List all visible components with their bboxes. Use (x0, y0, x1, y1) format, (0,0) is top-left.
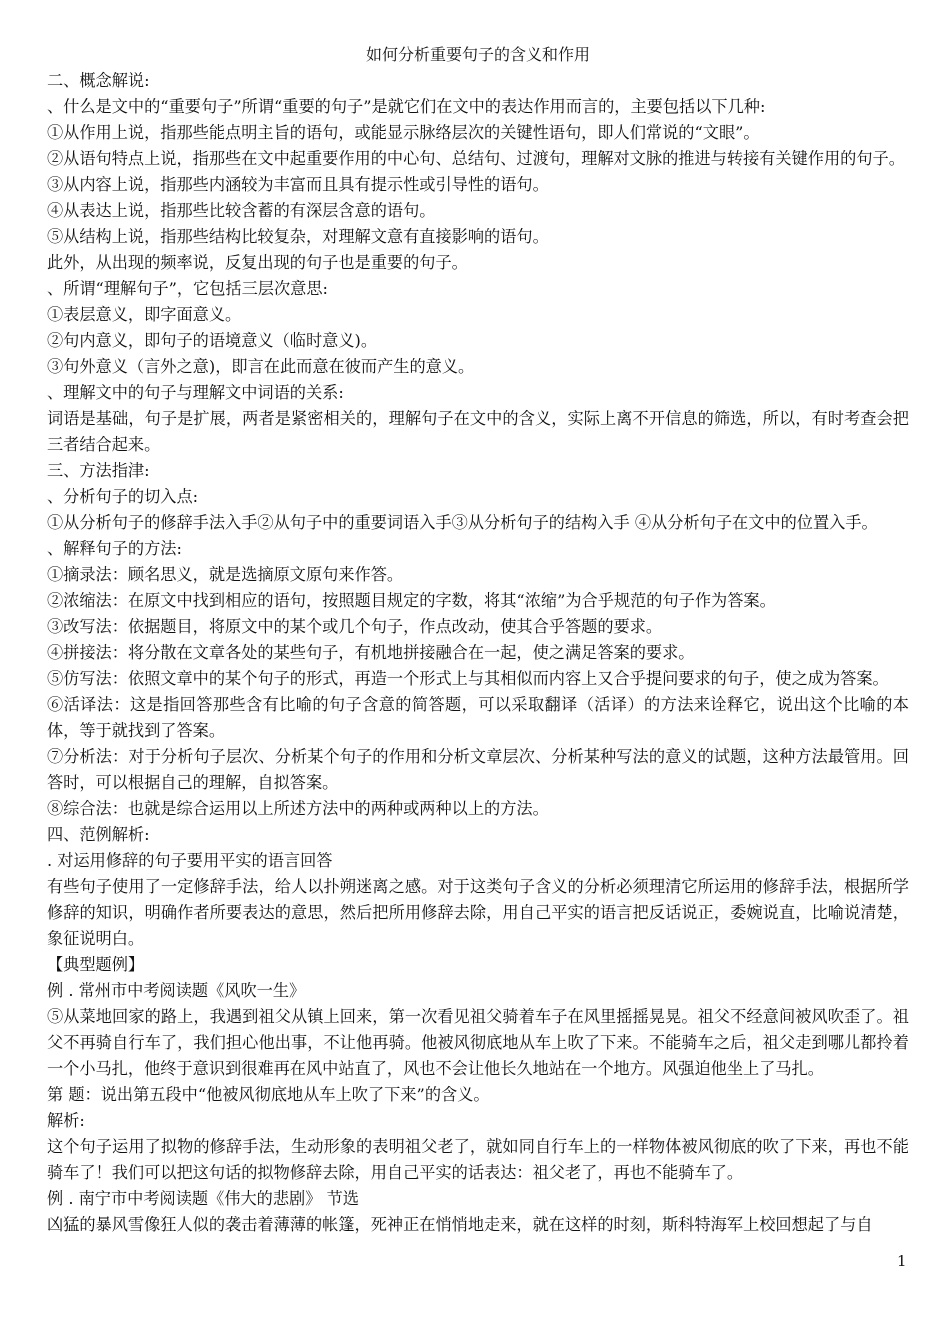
text-line: 三、方法指津: (47, 461, 150, 480)
text-line: ⑤从结构上说，指那些结构比较复杂，对理解文意有直接影响的语句。 (47, 227, 549, 246)
text-line: 此外，从出现的频率说，反复出现的句子也是重要的句子。 (47, 253, 468, 272)
text-line: 、解释句子的方法: (47, 539, 182, 558)
text-line: 有些句子使用了一定修辞手法，给人以扑朔迷离之感。对于这类句子含义的分析必须理清它所运用的修辞手法，根据所学修辞的知识，明确作者所要表达的意思，然后把所用修辞去除，用自己平实的语言把反话说正，委婉说直，比喻说清楚，象征说明白。 (47, 877, 909, 948)
text-line: ⑤仿写法：依照文章中的某个句子的形式，再造一个形式上与其相似而内容上又合乎提问要求的句子，使之成为答案。 (47, 669, 889, 688)
text-line: ⑤从菜地回家的路上，我遇到祖父从镇上回来，第一次看见祖父骑着车子在风里摇摇晃晃。祖父不经意间被风吹歪了。祖父不再骑自行车了，我们担心他出事，不让他再骑。他被风彻底地从车上吹了下来。不能骑车之后，祖父走到哪儿都拎着一个小马扎，他终于意识到很难再在风中站直了，风也不会让他长久地站在一个地方。风强迫他坐上了马扎。 (47, 1007, 909, 1078)
document-body (47, 42, 909, 1238)
text-line: ⑥活译法：这是指回答那些含有比喻的句子含意的简答题，可以采取翻译（活译）的方法来诠释它，说出这个比喻的本体，等于就找到了答案。 (47, 695, 909, 740)
text-line: 四、范例解析: (47, 825, 150, 844)
text-line: 例 . 常州市中考阅读题《风吹一生》 (47, 981, 306, 1000)
text-line: 凶猛的暴风雪像狂人似的袭击着薄薄的帐篷，死神正在悄悄地走来，就在这样的时刻，斯科特海军上校回想起了与自 (47, 1215, 873, 1234)
text-line: ③改写法：依据题目，将原文中的某个或几个句子，作点改动，使其合乎答题的要求。 (47, 617, 663, 636)
page-number: 1 (897, 1252, 907, 1270)
text-line: ②句内意义，即句子的语境意义（临时意义)。 (47, 331, 378, 350)
text-line: 例 . 南宁市中考阅读题《伟大的悲剧》 节选 (47, 1189, 359, 1208)
text-line: 【典型题例】 (47, 955, 145, 974)
text-line: . 对运用修辞的句子要用平实的语言回答 (47, 851, 333, 870)
document-title: 如何分析重要句子的含义和作用 (365, 45, 590, 64)
text-line: 、理解文中的句子与理解文中词语的关系: (47, 383, 344, 402)
text-line: 二、概念解说: (47, 71, 150, 90)
text-line: 、什么是文中的“重要句子”所谓“重要的句子”是就它们在文中的表达作用而言的，主要包括以下几种: (47, 97, 766, 116)
document-lines (47, 68, 909, 1238)
text-line: 解析: (47, 1111, 85, 1130)
text-line: 词语是基础，句子是扩展，两者是紧密相关的，理解句子在文中的含义，实际上离不开信息的筛选，所以，有时考查会把三者结合起来。 (47, 409, 909, 454)
text-line: 这个句子运用了拟物的修辞手法，生动形象的表明祖父老了，就如同自行车上的一样物体被风彻底的吹了下来，再也不能骑车了！我们可以把这句话的拟物修辞去除，用自己平实的话表达：祖父老了，再也不能骑车了。 (47, 1137, 909, 1182)
text-line: 、分析句子的切入点: (47, 487, 199, 506)
text-line: ①表层意义，即字面意义。 (47, 305, 242, 324)
text-line: ①摘录法：顾名思义，就是选摘原文原句来作答。 (47, 565, 404, 584)
text-line: ③从内容上说，指那些内涵较为丰富而且具有提示性或引导性的语句。 (47, 175, 549, 194)
text-line: ②从语句特点上说，指那些在文中起重要作用的中心句、总结句、过渡句，理解对文脉的推进与转接有关键作用的句子。 (47, 149, 905, 168)
text-line: ①从作用上说，指那些能点明主旨的语句，或能显示脉络层次的关键性语句，即人们常说的“文眼”。 (47, 123, 760, 142)
text-line: 、所谓“理解句子”，它包括三层次意思: (47, 279, 329, 298)
text-line: ②浓缩法：在原文中找到相应的语句，按照题目规定的字数，将其“浓缩”为合乎规范的句子作为答案。 (47, 591, 776, 610)
text-line: 第 题：说出第五段中“他被风彻底地从车上吹了下来”的含义。 (47, 1085, 490, 1104)
text-line: ④拼接法：将分散在文章各处的某些句子，有机地拼接融合在一起，使之满足答案的要求。 (47, 643, 695, 662)
text-line: ④从表达上说，指那些比较含蓄的有深层含意的语句。 (47, 201, 436, 220)
text-line: ③句外意义（言外之意)，即言在此而意在彼而产生的意义。 (47, 357, 475, 376)
text-line: ⑧综合法：也就是综合运用以上所述方法中的两种或两种以上的方法。 (47, 799, 549, 818)
text-line: ⑦分析法：对于分析句子层次、分析某个句子的作用和分析文章层次、分析某种写法的意义的试题，这种方法最管用。回答时，可以根据自己的理解，自拟答案。 (47, 747, 909, 792)
text-line: ①从分析句子的修辞手法入手②从句子中的重要词语入手③从分析句子的结构入手 ④从分析句子在文中的位置入手。 (47, 513, 878, 532)
